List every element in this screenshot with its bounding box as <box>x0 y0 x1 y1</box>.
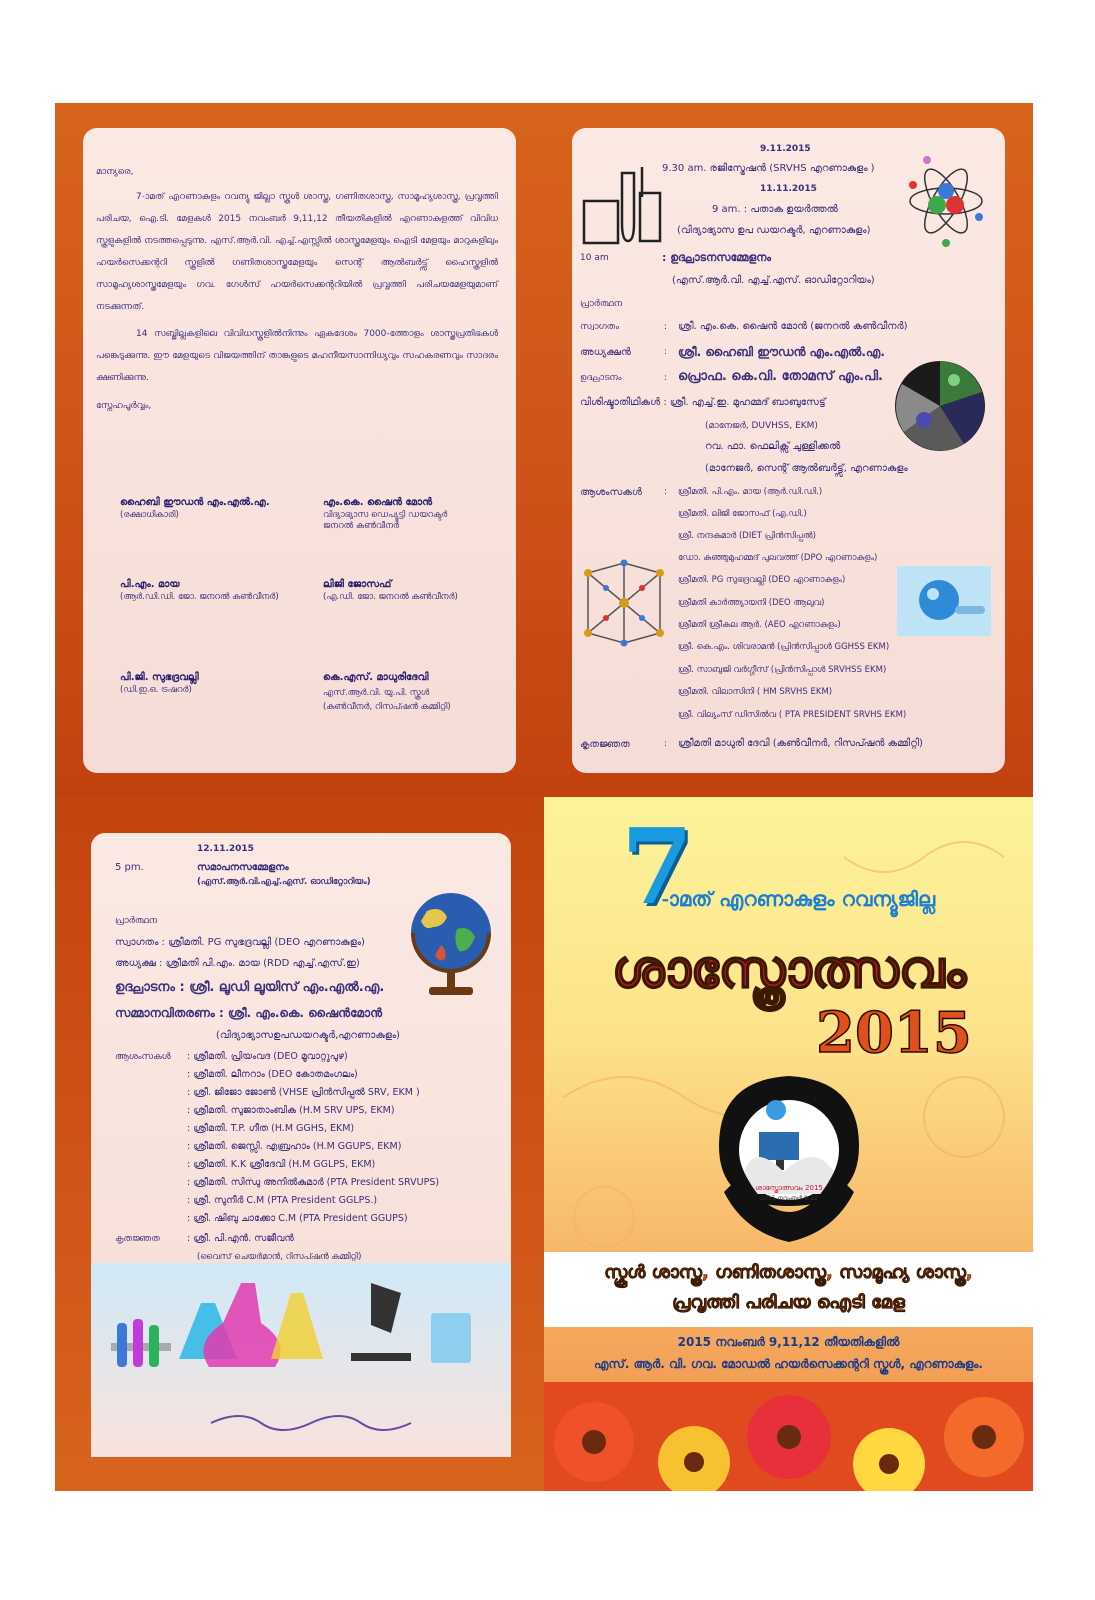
prayer-label: പ്രാർത്ഥന <box>115 916 158 926</box>
greeting: മാന്യരെ, <box>96 167 134 177</box>
event-dates: 2015 നവംബർ 9,11,12 തീയതികളിൽ <box>677 1335 900 1349</box>
felicitation-item: : ശ്രീമതി. പ്രിയംവദ (DEO മൂവാറ്റുപുഴ) <box>187 1051 348 1062</box>
date-nov-9: 9.11.2015 <box>760 144 811 154</box>
edition-number: 7 <box>621 805 694 928</box>
programme-panel <box>544 103 1033 797</box>
signatory: ഹൈബി ഈഡൻ എം.എൽ.എ. (രക്ഷാധികാരി) <box>120 497 270 520</box>
felicitation-item: : ശ്രീ. ജിജോ ജോൺ (VHSE പ്രിൻസിപ്പൽ SRV, EKM ) <box>187 1087 420 1098</box>
felicitation-item: ശ്രീ. വില്യംസ് ഡിസിൽവ ( PTA PRESIDENT SRVHS EKM) <box>678 710 907 720</box>
chair-line: അധ്യക്ഷ : ശ്രീമതി പി.എം. മായ (RDD എച്ച്.എസ്.ഇ) <box>115 958 360 969</box>
poster-year: 2015 <box>816 1000 972 1066</box>
logo-dates: 2015 നവംബർ 9-12 <box>760 1195 818 1202</box>
inauguration-venue: (എസ്.ആർ.വി. എച്ച്.എസ്. ഓഡിറ്റോറിയം) <box>672 275 875 286</box>
signatory: പി.ജി. സുഭദ്രവല്ലി (ഡി.ഇ.ഒ. ട്രഷറർ) <box>120 672 199 695</box>
felicitation-item: ഡോ. കുഞ്ഞുമുഹമ്മദ് പുലവത്ത് (DPO എറണാകുളം) <box>678 553 878 563</box>
chair-person: ശ്രീ. ഹൈബി ഈഡൻ എം.എൽ.എ. <box>678 345 885 359</box>
felicitation-item: ശ്രീമതി. വിലാസിനി ( HM SRVHS EKM) <box>678 687 833 697</box>
fair-categories-line1: സ്കൂൾ ശാസ്ത്ര, ഗണിതശാസ്ത്ര, സാമൂഹ്യ ശാസ്ത്ര, <box>604 1262 973 1283</box>
glassware-icon <box>580 163 672 248</box>
felicitation-item: ശ്രീമതി കാർത്ത്യായനി (DEO ആലുവ) <box>678 598 825 608</box>
felicitation-item: : ശ്രീമതി. സുജാതാംബിക (H.M SRV UPS, EKM) <box>187 1105 395 1116</box>
inaugurator-label: ഉദ്ഘാടനം <box>580 373 622 383</box>
event-venue: എസ്. ആർ. വി. ഗവ. മോഡൽ ഹയർസെക്കന്ററി സ്കൂൾ, എറണാകുളം. <box>593 1357 983 1371</box>
date-nov-12: 12.11.2015 <box>197 844 254 854</box>
inaugurator: പ്രൊഫ. കെ.വി. തോമസ് എം.പി. <box>678 369 883 384</box>
globe-icon <box>407 889 493 1001</box>
date-nov-11: 11.11.2015 <box>760 184 817 194</box>
signatory: ലിജി ജോസഫ് (എ.ഡി. ജോ. ജനറൽ കൺവീനർ) <box>323 579 458 602</box>
signatory: കെ.എസ്. മാധുരിദേവി എസ്.ആർ.വി. യു.പി. സ്കൂൾ (കൺവീനർ, റിസപ്ഷൻ കമ്മിറ്റി) <box>323 672 451 712</box>
vote-of-thanks-label: കൃതജ്ഞത <box>115 1234 160 1244</box>
closing: സ്നേഹപൂർവ്വം, <box>96 401 152 411</box>
guest-role: (മാനേജർ, DUVHSS, EKM) <box>705 421 818 431</box>
letter-paragraph-2: 14 സബ്ജില്ലകളിലെ വിവിധസ്കൂളിൽനിന്നും ഏകദേശം 7000-ത്തോളം ശാസ്ത്രപ്രതിഭകൾ പങ്കെടുക്കുന്നു. ഈ മേളയുടെ വിജയത്തിന് താങ്കളുടെ മഹനീയസാന്നിധ്യവും സഹകരണവും സാദരം ക്ഷണിക്കുന്നു. <box>96 329 498 383</box>
molecule-icon <box>578 553 670 653</box>
test-tube-photo <box>897 566 991 636</box>
felicitation-item: ശ്രീമതി. PG സുഭദ്രവല്ലി (DEO എറണാകുളം) <box>678 575 846 585</box>
signatory: പി.എം. മായ (ആർ.ഡി.ഡി. ജോ. ജനറൽ കൺവീനർ) <box>120 579 279 602</box>
closing-card <box>91 833 511 1457</box>
registration-line: 9.30 am. രജിസ്ട്രേഷൻ (SRVHS എറണാകുളം ) <box>662 163 875 174</box>
science-fair-logo <box>714 1072 864 1247</box>
cover-poster <box>544 797 1033 1491</box>
time-10am: 10 am <box>580 253 609 263</box>
prize-distribution-line: സമ്മാനവിതരണം : ശ്രീ. എം.കെ. ഷൈൻമോൻ <box>115 1006 383 1020</box>
felicitation-item: : ശ്രീ. ഷിബു ചാക്കോ C.M (PTA President GGUPS) <box>187 1213 408 1224</box>
felicitation-item: : ശ്രീമതി. T.P. ഗീത (H.M GGHS, EKM) <box>187 1123 355 1134</box>
felicitation-item: : ശ്രീമതി. K.K ശ്രീദേവി (H.M GGLPS, EKM) <box>187 1159 376 1170</box>
felicitation-item: : ശ്രീമതി. ലീനറാം (DEO കോതമംഗലം) <box>187 1069 358 1080</box>
vote-of-thanks: : ശ്രീ. പി.എൻ. സജീവൻ <box>187 1233 294 1244</box>
letter-card <box>83 128 516 773</box>
felicitations-label: ആശംസകൾ <box>580 487 642 498</box>
guest-name: റവ. ഫാ. ഫെലിക്സ് ചുള്ളിക്കൽ <box>705 441 841 452</box>
flag-hoisting-by: (വിദ്യാഭ്യാസ ഉപ ഡയറക്ടർ, എറണാകുളം) <box>677 225 871 236</box>
vote-of-thanks-role: (വൈസ് ചെയർമാൻ, റിസപ്ഷൻ കമ്മിറ്റി) <box>197 1252 362 1262</box>
felicitation-item: ശ്രീമതി. ലിജി ജോസഫ് (എ.ഡി.) <box>678 509 807 519</box>
felicitation-item: ശ്രീ. നന്ദകുമാർ (DIET പ്രിൻസിപ്പൽ) <box>678 531 816 541</box>
science-collage-image <box>894 360 986 452</box>
prayer-label: പ്രാർത്ഥന <box>580 299 623 309</box>
felicitation-item: ശ്രീമതി. പി.എം. മായ (ആർ.ഡി.ഡി.) <box>678 487 823 497</box>
fair-categories-line2: പ്രവൃത്തി പരിചയ ഐടി മേള <box>672 1292 905 1313</box>
vote-of-thanks: ശ്രീമതി മാധുരി ദേവി (കൺവീനർ, റിസപ്ഷൻ കമ്മിറ്റി) <box>678 738 923 749</box>
welcome-line: സ്വാഗതം : ശ്രീമതി. PG സുഭദ്രവല്ലി (DEO എറണാകുളം) <box>115 937 365 948</box>
fair-categories-band <box>544 1252 1033 1327</box>
closing-panel <box>55 797 544 1491</box>
felicitation-item: : ശ്രീ. സുനീർ C.M (PTA President GGLPS.) <box>187 1195 378 1206</box>
signatory: എം.കെ. ഷൈൻ മോൻ വിദ്യാഭ്യാസ ഡെപ്യൂട്ടി ഡയറക്ടർ ജനറൽ കൺവീനർ <box>323 497 448 531</box>
poster-subtitle: -ാമത് എറണാകുളം റവന്യൂജില്ല <box>662 887 936 911</box>
felicitation-item: ശ്രീ. കെ.എം. ശിവരാമൻ (പ്രിൻസിപ്പാൾ GGHSS EKM) <box>678 642 890 652</box>
atom-flask-icon <box>907 155 985 247</box>
inauguration-session-title: : ഉദ്ഘാടനസമ്മേളനം <box>662 251 772 264</box>
vote-of-thanks-label: കൃതജ്ഞത <box>580 739 630 750</box>
chief-guests: വിശിഷ്ടാതിഥികൾ : ശ്രീ. എച്ച്.ഇ. മുഹമ്മദ് ബാബുസേട്ട് <box>580 397 826 408</box>
welcome-speaker: ശ്രീ. എം.കെ. ഷൈൻ മോൻ (ജനറൽ കൺവീനർ) <box>678 321 908 332</box>
inauguration-line: ഉദ്ഘാടനം : ശ്രീ. ലൂഡി ലൂയിസ് എം.എൽ.എ. <box>115 980 385 995</box>
welcome-label: സ്വാഗതം <box>580 322 620 332</box>
prize-distributor-role: (വിദ്യാഭ്യാസഉപഡയറക്ടർ,എറണാകുളം) <box>216 1030 400 1041</box>
felicitation-item: : ശ്രീമതി. സിന്ധു അനിൽകുമാർ (PTA President SRVUPS) <box>187 1177 440 1188</box>
invitation-panel <box>55 103 544 797</box>
closing-venue: (എസ്.ആർ.വി.എച്ച്.എസ്. ഓഡിറ്റോറിയം) <box>197 877 371 887</box>
poster-title: ശാസ്ത്രോത്സവം <box>611 939 967 1000</box>
felicitation-item: ശ്രീമതി ശ്രീകല ആർ. (AEO എറണാകുളം) <box>678 620 841 630</box>
lab-equipment-image <box>91 1263 511 1457</box>
time-5pm: 5 pm. <box>115 862 144 873</box>
guest-role: (മാനേജർ, സെന്റ് ആൽബർട്ട്സ്, എറണാകുളം <box>705 463 908 474</box>
logo-text: ശാസ്ത്രോത്സവം 2015 <box>755 1184 823 1192</box>
programme-card: 9.11.2015 9.30 am. രജിസ്ട്രേഷൻ (SRVHS എറണാകുളം ) 11.11.2015 9 am. : പതാക ഉയർത്തൽ (വിദ്യാഭ്യാസ ഉപ ഡയറക്ടർ, എറണാകുളം) 10 am : ഉദ്ഘാടനസമ്മേളനം (എസ്.ആർ.വി. എച്ച്.എസ്. ഓഡിറ്റോറിയം) പ്രാർത്ഥന സ്വാഗതം : ശ്രീ. എം.കെ. ഷൈൻ മോൻ (ജനറൽ കൺവീനർ) അധ്യക്ഷൻ : ശ്രീ. ഹൈബി ഈഡൻ എം.എൽ.എ. ഉദ്ഘാടനം : പ്രൊഫ. കെ.വി. തോമസ് എം.പി. വിശിഷ്ടാതിഥികൾ : ശ്രീ. എച്ച്.ഇ. മുഹമ്മദ് ബാബുസേട്ട് (മാനേജർ, DUVHSS, EKM) റവ. ഫാ. ഫെലിക്സ് ചുള്ളിക്കൽ (മാനേജർ, സെന്റ് ആൽബർട്ട്സ്, എറണാകുളം ആശംസകൾ : ശ്രീമതി. പി.എം. മായ (ആർ.ഡി.ഡി.) ശ്രീമതി. ലിജി ജോസഫ് (എ.ഡി.) ശ്രീ. നന്ദകുമാർ (DIET പ്രിൻസിപ്പൽ) ഡോ. കുഞ്ഞുമുഹമ്മദ് പുലവത്ത് (DPO എറണാകുളം) ശ്രീമതി. PG സുഭദ്രവല്ലി (DEO എറണാകുളം) ശ്രീമതി കാർത്ത്യായനി (DEO ആലുവ) ശ്രീമതി ശ്രീകല ആർ. (AEO എറണാകുളം) ശ്രീ. കെ.എം. ശിവരാമൻ (പ്രിൻസിപ്പാൾ GGHSS EKM) ശ്രീ. സാബുജി വർഗ്ഗീസ് (പ്രിൻസിപ്പാൾ SRVHSS EKM) ശ്രീമതി. വിലാസിനി ( HM SRVHS EKM) ശ്രീ. വില്യംസ് ഡിസിൽവ ( PTA PRESIDENT SRVHS EKM) കൃതജ്ഞത : ശ്രീമതി മാധുരി ദേവി (കൺവീനർ, റിസപ്ഷൻ കമ്മിറ്റി) <box>572 128 1005 773</box>
brochure-sheet <box>55 103 1033 1491</box>
felicitations-label: ആശംസകൾ <box>115 1052 171 1062</box>
chair-label: അധ്യക്ഷൻ <box>580 347 631 358</box>
felicitation-item: ശ്രീ. സാബുജി വർഗ്ഗീസ് (പ്രിൻസിപ്പാൾ SRVHSS EKM) <box>678 665 887 675</box>
flowers-decoration <box>544 1382 1033 1491</box>
letter-paragraph-1: 7-ാമത് എറണാകുളം റവന്യു ജില്ലാ സ്കൂൾ ശാസ്ത്ര, ഗണിതശാസ്ത്ര, സാമൂഹ്യശാസ്ത്ര, പ്രവൃത്തി പരിചയ, ഐ.ടി. മേളകൾ 2015 നവംബർ 9,11,12 തീയതികളിൽ എറണാകുളത്ത് വിവിധ സ്കൂളുകളിൽ നടത്തപ്പെടുന്നു. എസ്.ആർ.വി. എച്ച്.എസ്സിൽ ശാസ്ത്രമേളയും ഐടി മേളയും മാറുകളിലും ഹയർസെക്കന്ററി സ്കൂളിൽ ഗണിതശാസ്ത്രമേളയും സെന്റ് ആൽബർട്ട്സ് ഹൈസ്കൂളിൽ സാമൂഹ്യശാസ്ത്രമേളയും ഗവ. ഗേൾസ് ഹയർസെക്കന്ററിയിൽ പ്രവൃത്തി പരിചയമേളയുമാണ് നടക്കുന്നത്. <box>96 192 498 312</box>
felicitation-item: : ശ്രീമതി. ജെസ്സി. എബ്രഹാം (H.M GGUPS, EKM) <box>187 1141 402 1152</box>
closing-session-title: സമാപനസമ്മേളനം <box>197 862 289 873</box>
flag-hoisting: 9 am. : പതാക ഉയർത്തൽ <box>712 204 838 215</box>
